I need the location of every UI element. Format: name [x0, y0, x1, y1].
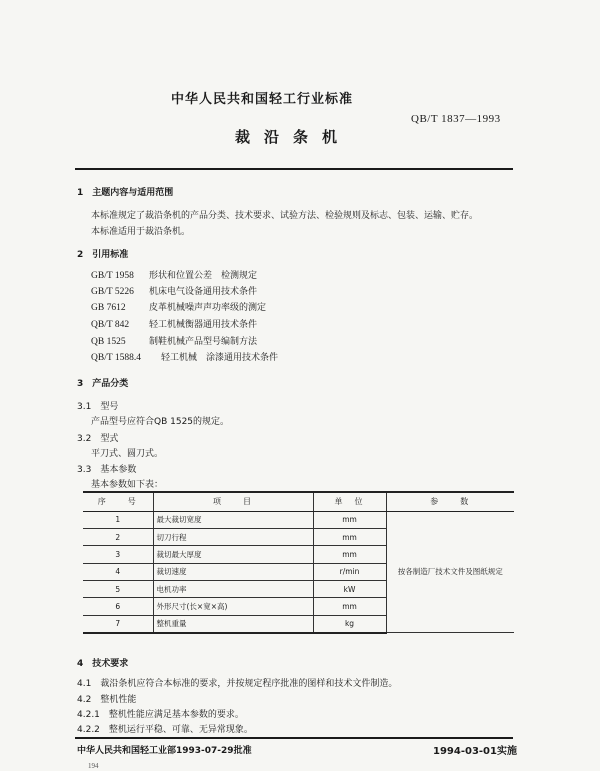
reference-code: GB 7612 — [91, 303, 126, 313]
cell-no: 5 — [83, 581, 153, 598]
header-item: 项 目 — [153, 492, 313, 511]
approval-note: 中华人民共和国轻工业部1993-07-29批准 — [77, 746, 252, 756]
section-4-2-1-text: 4.2.1 整机性能应满足基本参数的要求。 — [77, 710, 244, 720]
reference-item — [91, 300, 266, 313]
reference-code: GB/T 5226 — [91, 287, 134, 297]
reference-item — [91, 284, 257, 297]
cell-item: 外形尺寸(长×宽×高) — [153, 598, 313, 615]
cell-unit: mm — [313, 511, 386, 528]
cell-unit: mm — [313, 546, 386, 563]
cell-unit: mm — [313, 528, 386, 545]
cell-item: 最大裁切宽度 — [153, 511, 313, 528]
section-4-1-text: 4.1 裁沿条机应符合本标准的要求，并按规定程序批准的图样和技术文件制造。 — [77, 679, 398, 689]
section-4-2-heading: 4.2 整机性能 — [77, 695, 137, 705]
reference-code: QB/T 842 — [91, 320, 130, 330]
cell-no: 3 — [83, 546, 153, 563]
section-3-heading: 3 产品分类 — [77, 379, 129, 389]
reference-code: QB/T 1588.4 — [91, 353, 141, 363]
reference-name: 皮革机械噪声声功率级的测定 — [149, 303, 267, 313]
reference-name: 形状和位置公差 检测规定 — [149, 271, 258, 281]
section-1-text-line-1: 本标准规定了裁沿条机的产品分类、技术要求、试验方法、检验规则及标志、包装、运输、贮存。 — [91, 211, 479, 221]
cell-param-note: 按各制造厂技术文件及图纸规定 — [386, 511, 514, 633]
reference-name: 轻工机械 涂漆通用技术条件 — [161, 353, 279, 363]
cell-no: 7 — [83, 615, 153, 632]
cell-no: 1 — [83, 511, 153, 528]
header-param: 参 数 — [386, 492, 514, 511]
cell-item: 切刀行程 — [153, 528, 313, 545]
header-no: 序 号 — [83, 492, 153, 511]
top-divider — [75, 168, 513, 170]
section-2-heading: 2 引用标准 — [77, 250, 129, 260]
reference-item — [91, 268, 257, 281]
basic-parameters-table — [83, 491, 514, 634]
section-1-heading: 1 主题内容与适用范围 — [77, 188, 174, 198]
implementation-date: 1994-03-01实施 — [433, 746, 517, 757]
section-3-1-text: 产品型号应符合QB 1525的规定。 — [91, 417, 230, 427]
footer-divider — [75, 737, 513, 739]
reference-code: QB 1525 — [91, 337, 126, 347]
reference-name: 轻工机械衡器通用技术条件 — [149, 320, 258, 330]
section-3-3-heading: 3.3 基本参数 — [77, 465, 137, 475]
standard-number: QB/T 1837—1993 — [411, 113, 501, 125]
reference-code: GB/T 1958 — [91, 271, 134, 281]
section-3-3-text: 基本参数如下表： — [91, 480, 164, 490]
section-4-heading: 4 技术要求 — [77, 659, 129, 669]
reference-name: 制鞋机械产品型号编制方法 — [149, 337, 258, 347]
cell-item: 整机重量 — [153, 615, 313, 632]
section-3-1-heading: 3.1 型号 — [77, 402, 119, 412]
table-row — [83, 511, 514, 528]
section-1-text-line-2: 本标准适用于裁沿条机。 — [91, 227, 191, 237]
reference-name: 机床电气设备通用技术条件 — [149, 287, 258, 297]
cell-unit: r/min — [313, 563, 386, 580]
header-unit: 单 位 — [313, 492, 386, 511]
cell-item: 裁切速度 — [153, 563, 313, 580]
cell-item: 裁切最大厚度 — [153, 546, 313, 563]
reference-item — [91, 350, 278, 363]
cell-no: 6 — [83, 598, 153, 615]
cell-unit: kW — [313, 581, 386, 598]
cell-unit: kg — [313, 615, 386, 632]
publisher-heading: 中华人民共和国轻工行业标准 — [171, 92, 354, 107]
page-title: 裁沿条机 — [235, 128, 352, 146]
page-number: 194 — [88, 762, 99, 770]
reference-item — [91, 317, 257, 330]
section-4-2-2-text: 4.2.2 整机运行平稳、可靠、无异常现象。 — [77, 725, 253, 735]
cell-unit: mm — [313, 598, 386, 615]
section-3-2-heading: 3.2 型式 — [77, 434, 119, 444]
reference-item — [91, 334, 257, 347]
section-3-2-text: 平刀式、圆刀式。 — [91, 449, 164, 459]
cell-no: 4 — [83, 563, 153, 580]
table-header-row — [83, 492, 514, 511]
cell-no: 2 — [83, 528, 153, 545]
cell-item: 电机功率 — [153, 581, 313, 598]
